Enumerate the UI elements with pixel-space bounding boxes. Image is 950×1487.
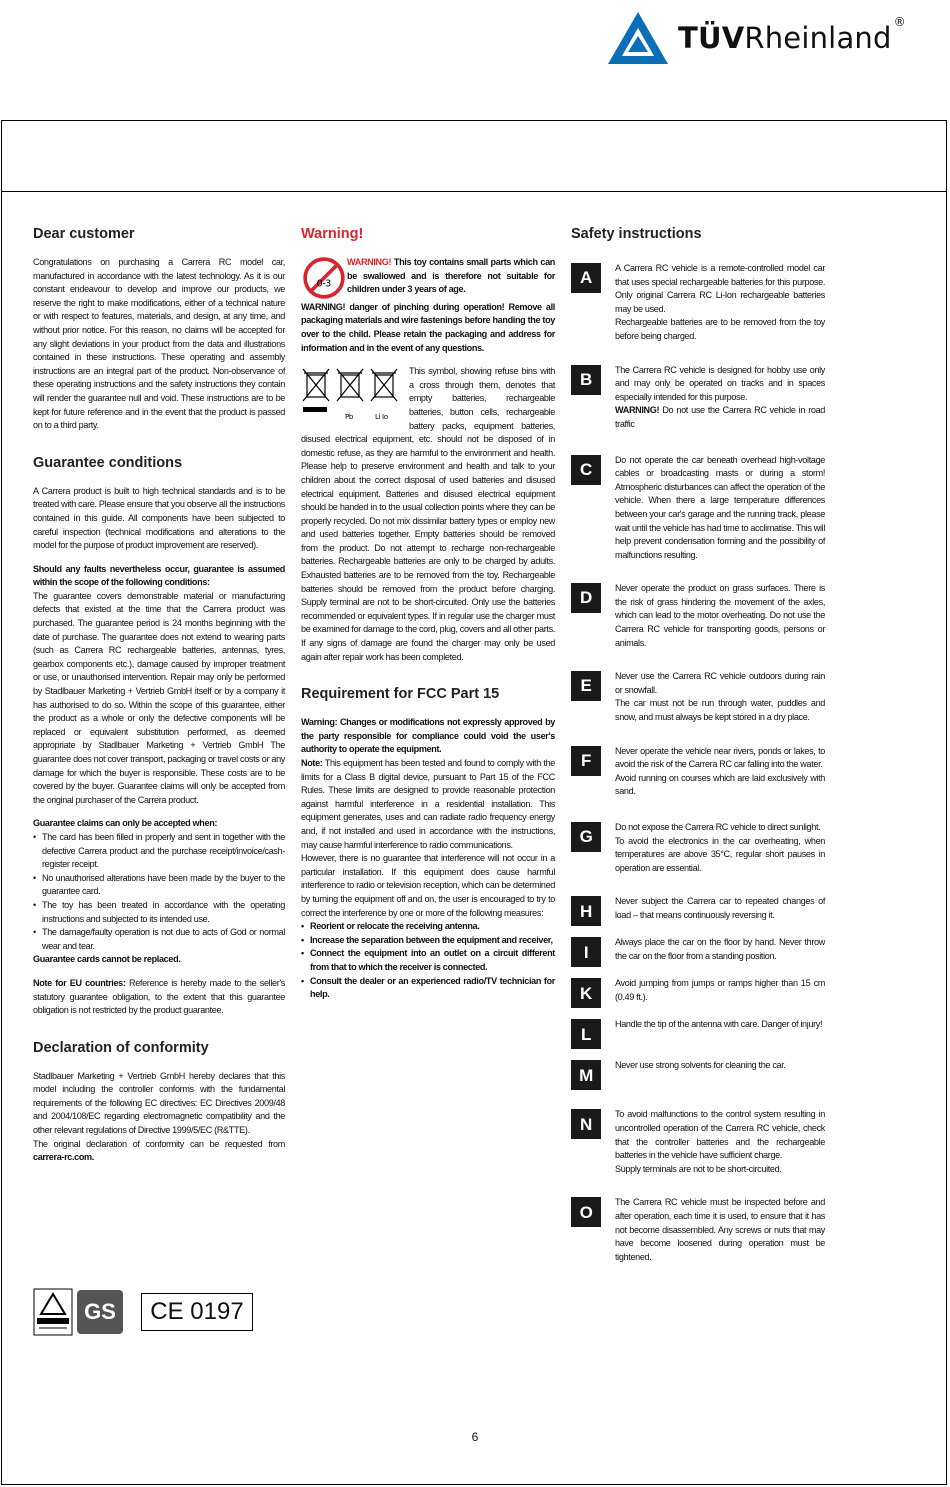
safety-letter-badge: E xyxy=(571,671,601,701)
safety-title: Safety instructions xyxy=(571,226,702,242)
fcc-title: Requirement for FCC Part 15 xyxy=(301,686,500,703)
safety-item-text: Always place the car on the floor by hand. Never throw the car on the floor from a standing position. xyxy=(615,937,825,961)
safety-item-text: The Carrera RC vehicle is designed for hobby use only and may only be operated on tracks and in spaces especially intended for this purpose. WARNING! Do not use the Carrera RC vehicle in road traffic xyxy=(615,364,825,429)
fcc-measures-list xyxy=(301,920,555,1002)
safety-item-text: Never operate the vehicle near rivers, ponds or lakes, to avoid the risk of the Carrera RC car falling into the water. Avoid running on courses which are laid exclusively with sand. xyxy=(615,745,825,797)
list-item: • No unauthorised alterations have been made by the buyer to the guarantee card. xyxy=(33,872,285,899)
tuv-triangle-icon xyxy=(606,10,670,66)
safety-item-n xyxy=(571,1108,825,1176)
header-bar xyxy=(2,121,946,192)
safety-item-d xyxy=(571,582,825,650)
safety-item-l xyxy=(571,1018,825,1049)
safety-item-text: A Carrera RC vehicle is a remote-controlled model car that uses special rechargeable batteries for this purpose. Only original Carrera RC Li-Ion rechargeable batteries may be used. Rechargeable batteries are to be removed from the toy before being charged. xyxy=(615,263,825,341)
tuv-certified-icon xyxy=(33,1288,73,1336)
safety-letter-badge: L xyxy=(571,1019,601,1049)
list-item: • The toy has been treated in accordance with the operating instructions and subjected to its intended use. xyxy=(33,899,285,926)
declaration-text-2: The original declaration of conformity can be requested from carrera-rc.com. xyxy=(33,1138,285,1163)
safety-item-a xyxy=(571,262,825,344)
column-middle xyxy=(301,226,555,1002)
safety-item-text: The Carrera RC vehicle must be inspected before and after operation, each time it is used, to ensure that it has not become disassembled. Any screws or nuts that may have become loosened during operation must be tightened. xyxy=(615,1197,825,1262)
safety-letter-badge: G xyxy=(571,822,601,852)
safety-letter-badge: H xyxy=(571,896,601,926)
small-parts-warning xyxy=(301,256,555,301)
list-item: • The card has been filled in properly and sent in together with the defective Carrera product and the purchase receipt/invoice/cash-register receipt. xyxy=(33,831,285,872)
disposal-block xyxy=(301,365,555,664)
faults-text: The guarantee covers demonstrable material or manufacturing defects that existed at the time that the Carrera product was purchased. The guarantee period is 24 months beginning with the date of purchase. The guarantee does not extend to wearing parts (such as Carrera RC rechargeable batteries, antennas, tyres, gearbox components etc.), damage caused by improper treatment or use, or unauthorised intervention. Repair may only be performed by Stadlbauer Marketing + Vertrieb GmbH itself or by a company it has authorised to do so. Within the scope of this guarantee, either the product as a whole or only the defective components will be replaced or equivalent substitution performed, as deemed appropriate by Stadlbauer Marketing + Vertrieb GmbH The guarantee does not cover transport, packaging or travel costs or any damage for which the buyer is responsible. These costs are to be covered by the buyer. Guarantee claims will only be accepted from the original purchaser of the Carrera product. xyxy=(33,590,285,805)
safety-letter-badge: D xyxy=(571,583,601,613)
ce-mark: CE 0197 xyxy=(141,1293,253,1331)
age-restriction-icon xyxy=(301,256,347,300)
safety-letter-badge: I xyxy=(571,937,601,967)
safety-item-text: Do not expose the Carrera RC vehicle to direct sunlight. To avoid the electronics in the car overheating, when temperatures are above 35°C, regular short pauses in operation are essential. xyxy=(615,822,825,873)
guarantee-text: A Carrera product is built to high technical standards and is to be treated with care. Please ensure that you observe all the instructions contained in this guide. All components have been subjected to careful inspection (technical modifications and alterations to the model for the purpose of product improvement are reserved). xyxy=(33,485,285,551)
safety-item-i xyxy=(571,936,825,967)
safety-item-h xyxy=(571,895,825,926)
safety-item-text: Never use the Carrera RC vehicle outdoors during rain or snowfall. The car must not be run through water, puddles and snow, and must always be kept stored in a dry place. xyxy=(615,671,825,723)
safety-item-text: To avoid malfunctions to the control system resulting in uncontrolled operation of the Carrera RC vehicle, check that the controller batteries and the rechargeable batteries in the vehicle have sufficient charge. Supply terminals are not to be short-circuited. xyxy=(615,1109,825,1174)
list-item: • Connect the equipment into an outlet on a circuit different from that to which the receiver is connected. xyxy=(301,947,555,974)
svg-text:Pb: Pb xyxy=(345,413,353,422)
fcc-note: Note: This equipment has been tested and found to comply with the limits for a Class B digital device, pursuant to Part 15 of the FCC Rules. These limits are designed to provide reasonable protection against harmful interference in a residential installation. This equipment generates, uses and can radiate radio frequency energy and, if not installed and used in accordance with the instructions, may cause harmful interference to radio communications. xyxy=(301,758,555,850)
claims-list xyxy=(33,831,285,953)
safety-letter-badge: B xyxy=(571,365,601,395)
safety-item-g xyxy=(571,821,825,875)
list-item: • Reorient or relocate the receiving antenna. xyxy=(301,920,555,934)
dear-customer-text: Congratulations on purchasing a Carrera RC model car, manufactured in accordance with the latest technology. As it is our constant endeavour to develop and improve our products, we reserve the right to make modifications, either of a technical nature or with respect to features, materials, and design, at any time, and without prior notice. For this reason, no claims will be accepted for any slight deviations in your product from the data and illustrations contained in these instructions. These operating and assembly instructions are an integral part of the product. Non-observance of these operating instructions and the safety instructions they contain will render the guarantee null and void. These instructions are to be kept for future reference and in the event that the product is passed on to a third party. xyxy=(33,257,285,431)
fcc-text: However, there is no guarantee that interference will not occur in a particular installation. If this equipment does cause harmful interference to radio or television reception, which can be determined by turning the equipment off and on, the user is encouraged to try to correct the interference by one or more of the following measures: xyxy=(301,853,555,918)
declaration-title: Declaration of conformity xyxy=(33,1039,209,1056)
crossed-bin-icons xyxy=(301,365,403,423)
list-item: • The damage/faulty operation is not due to acts of God or normal wear and tear. xyxy=(33,926,285,953)
svg-text:Li Io: Li Io xyxy=(375,413,388,422)
safety-item-f xyxy=(571,745,825,799)
safety-item-text: Handle the tip of the antenna with care. Danger of injury! xyxy=(615,1019,823,1030)
brand-name: TÜVRheinland ® xyxy=(678,15,906,55)
declaration-text: Stadlbauer Marketing + Vertrieb GmbH hereby declares that this model including the controller conforms with the fundamental requirements of the following EC directives: EC Directives 2009/48 and 2004/108/EC regarding electromagnetic compatibility and the other relevant regulations of Directive 1999/5/EC (R&TTE). xyxy=(33,1070,285,1136)
safety-letter-badge: N xyxy=(571,1109,601,1139)
certification-marks xyxy=(33,1288,253,1336)
safety-item-b xyxy=(571,364,825,432)
eu-note: Note for EU countries: Reference is hereby made to the seller's statutory guarantee obligation, to the extent that this guarantee obligation is not restricted by the product guarantee. xyxy=(33,977,285,1016)
safety-item-c xyxy=(571,454,825,563)
list-item: • Increase the separation between the equipment and receiver, xyxy=(301,934,555,948)
safety-letter-badge: M xyxy=(571,1060,601,1090)
safety-item-text: Avoid jumping from jumps or ramps higher than 15 cm (0.49 ft.). xyxy=(615,978,825,1002)
safety-item-text: Do not operate the car beneath overhead high-voltage cables or broadcasting masts or during a storm! Atmospheric disturbances can affect the operation of the vehicle. When there a large temperature differences between your car's garage and the running track, please wait until the vehicle has had time to acclimatise. This will help prevent condensation forming and the possibility of malfunctions resulting. xyxy=(615,454,825,560)
safety-item-text: Never subject the Carrera car to repeated changes of load – that means continuously reversing it. xyxy=(615,896,825,920)
carrera-link[interactable]: carrera-rc.com. xyxy=(33,1152,94,1163)
disposal-text: This symbol, showing refuse bins with a cross through them, denotes that empty batteries, rechargeable batteries, button cells, rechargeable battery packs, equipment batteries, disused electrical equipment, etc. should not be disposed of in domestic refuse, as they are harmful to the environment and health. Please help to preserve environment and health and talk to your children about the correct disposal of used batteries and disused electrical equipment. Batteries and disused electrical equipment should be handed in to the usual collection points where they can be properly recycled. Do not mix dissimilar battery types or employ new and used batteries together. Empty batteries should be removed from the product. Do not attempt to recharge non-rechargeable batteries. Rechargeable batteries are only to be charged by adults. Exhausted batteries are to be removed from the toy. Rechargeable batteries should be removed from the product before charging. Supply terminal are not to be short-circuited. Only use the batteries recommended or equivalent types. If in regular use the charger must be examined for damage to the cord, plug, covers and all other parts. If any signs of damage are found the charger may only be used again after repair work has been completed. xyxy=(301,366,555,662)
safety-item-text: Never use strong solvents for cleaning the car. xyxy=(615,1060,786,1071)
safety-letter-badge: F xyxy=(571,746,601,776)
safety-letter-badge: A xyxy=(571,263,601,293)
claims-end: Guarantee cards cannot be replaced. xyxy=(33,954,181,965)
faults-heading: Should any faults nevertheless occur, guarantee is assumed within the scope of the following conditions: xyxy=(33,563,285,588)
safety-list xyxy=(571,262,825,1264)
safety-letter-badge: C xyxy=(571,455,601,485)
safety-item-m xyxy=(571,1059,825,1090)
claims-heading: Guarantee claims can only be accepted when: xyxy=(33,818,218,829)
safety-letter-badge: K xyxy=(571,978,601,1008)
svg-text:0-3: 0-3 xyxy=(316,278,331,290)
pinching-warning: WARNING! danger of pinching during operation! Remove all packaging materials and wire fastenings before handing the toy over to the child. Please retain the packaging and address for information and in the event of any questions. xyxy=(301,301,555,353)
tuv-rheinland-logo xyxy=(606,8,926,68)
list-item: • Consult the dealer or an experienced radio/TV technician for help. xyxy=(301,975,555,1002)
warning-title: Warning! xyxy=(301,226,364,242)
safety-item-e xyxy=(571,670,825,724)
fcc-warning: Warning: Changes or modifications not expressly approved by the party responsible for compliance could void the user's authority to operate the equipment. xyxy=(301,717,555,755)
gs-mark-icon: GS xyxy=(77,1290,123,1334)
safety-item-text: Never operate the product on grass surfaces. There is the risk of grass hindering the movement of the axles, which can lead to the motor overheating. Do not use the Carrera RC vehicle for transporting goods, persons or animals. xyxy=(615,583,825,648)
dear-customer-title: Dear customer xyxy=(33,226,135,242)
safety-item-o xyxy=(571,1196,825,1264)
safety-item-k xyxy=(571,977,825,1008)
column-right xyxy=(571,226,825,1264)
page-number: 6 xyxy=(471,1430,479,1444)
guarantee-title: Guarantee conditions xyxy=(33,454,183,471)
safety-letter-badge: O xyxy=(571,1197,601,1227)
small-parts-text: WARNING! This toy contains small parts which can be swallowed and is therefore not suitable for children under 3 years of age. xyxy=(347,257,555,295)
column-left xyxy=(33,226,285,1175)
